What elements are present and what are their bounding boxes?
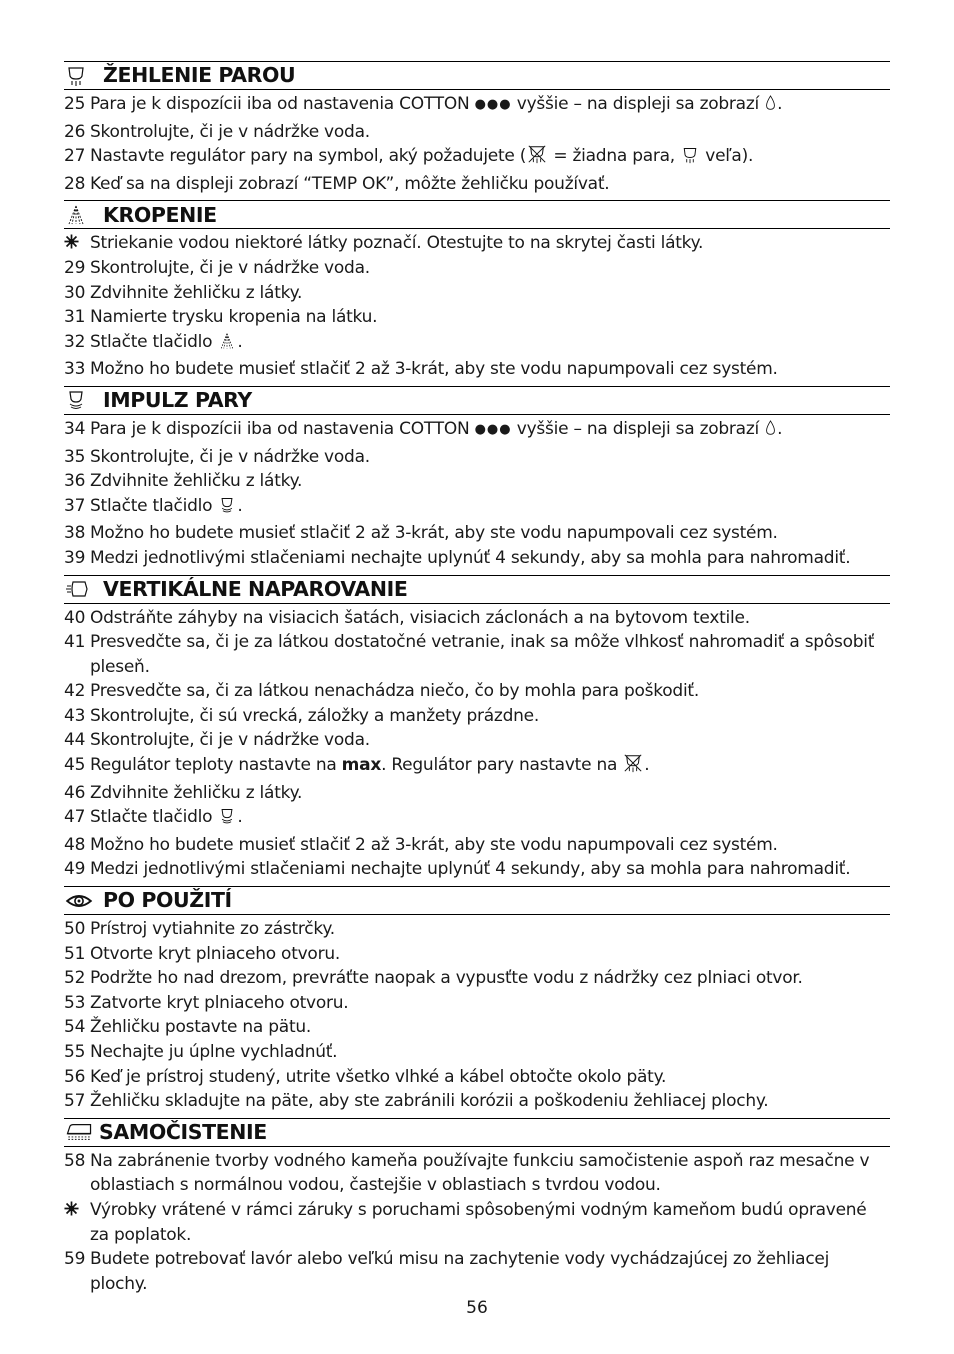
warning-sun-icon bbox=[64, 231, 90, 256]
list-item bbox=[64, 1149, 890, 1198]
list-item bbox=[64, 281, 890, 306]
item-number: 33 bbox=[64, 359, 86, 380]
list-item bbox=[64, 630, 890, 679]
item-text: Skontrolujte, či sú vrecká, záložky a manžety prázdne. bbox=[90, 705, 540, 726]
section-title: KROPENIE bbox=[103, 202, 217, 227]
steam-shot-button-icon bbox=[218, 496, 236, 522]
list-item bbox=[64, 704, 890, 729]
section-header bbox=[64, 1118, 890, 1147]
vertical-steam-icon bbox=[64, 578, 93, 600]
item-number: 49 bbox=[64, 859, 86, 880]
eye-icon bbox=[64, 890, 93, 912]
item-number: 48 bbox=[64, 834, 86, 855]
item-number: 25 bbox=[64, 94, 86, 114]
list-item bbox=[64, 991, 890, 1016]
section-spray bbox=[64, 200, 890, 382]
list-item bbox=[64, 469, 890, 494]
section-vertical-steam bbox=[64, 575, 890, 883]
list-item bbox=[64, 92, 890, 120]
item-text: Zatvorte kryt plniaceho otvoru. bbox=[90, 992, 349, 1013]
item-number: 38 bbox=[64, 523, 86, 544]
item-text: Nechajte ju úplne vychladnúť. bbox=[90, 1042, 338, 1062]
item-number: 28 bbox=[64, 173, 86, 194]
item-number: 29 bbox=[64, 257, 86, 278]
item-number: 52 bbox=[64, 968, 86, 989]
item-number: 46 bbox=[64, 782, 86, 803]
item-text: Skontrolujte, či je v nádržke voda. bbox=[90, 257, 370, 278]
item-number: 51 bbox=[64, 943, 86, 964]
steam-shot-icon bbox=[64, 389, 93, 411]
list-item bbox=[64, 1089, 890, 1114]
list-item bbox=[64, 1040, 890, 1065]
list-item bbox=[64, 172, 890, 197]
item-text: Nastavte regulátor pary na symbol, aký požadujete ( = žiadna para, veľa). bbox=[90, 144, 890, 172]
item-number: 31 bbox=[64, 307, 86, 328]
item-number: 47 bbox=[64, 807, 86, 828]
item-number: 34 bbox=[64, 418, 86, 439]
list-item bbox=[64, 857, 890, 882]
item-text: Zdvihnite žehličku z látky. bbox=[90, 471, 303, 492]
section-steam-shot bbox=[64, 386, 890, 571]
list-item bbox=[64, 305, 890, 330]
item-text: Žehličku postavte na pätu. bbox=[90, 1017, 312, 1038]
list-item bbox=[64, 805, 890, 833]
no-steam-icon bbox=[623, 753, 643, 781]
item-number: 55 bbox=[64, 1042, 86, 1062]
item-text: Skontrolujte, či je v nádržke voda. bbox=[90, 730, 370, 751]
list-item bbox=[64, 417, 890, 445]
list-item bbox=[64, 1247, 890, 1296]
item-text: Budete potrebovať lavór alebo veľkú misu na zachytenie vody vychádzajúcej zo žehliacej plochy. bbox=[90, 1249, 830, 1294]
item-text: Na zabránenie tvorby vodného kameňa používajte funkciu samočistenie aspoň raz mesačne v oblastiach s normálnou vodou, častejšie v oblastiach s tvrdou vodou. bbox=[90, 1150, 870, 1196]
item-text: Prístroj vytiahnite zo zástrčky. bbox=[90, 919, 335, 940]
item-text: Para je k dispozícii iba od nastavenia COTTON ●●● vyššie – na displeji sa zobrazí . bbox=[90, 92, 890, 120]
self-clean-icon bbox=[64, 1121, 93, 1143]
item-number: 36 bbox=[64, 471, 86, 492]
section-steam-ironing bbox=[64, 61, 890, 196]
item-text: Regulátor teploty nastavte na max. Regulátor pary nastavte na . bbox=[90, 753, 890, 781]
section-title: ŽEHLENIE PAROU bbox=[103, 63, 296, 88]
section-title: SAMOČISTENIE bbox=[99, 1120, 267, 1145]
section-title: PO POUŽITÍ bbox=[103, 888, 232, 913]
steam-iron-icon bbox=[64, 65, 93, 87]
no-steam-icon bbox=[527, 144, 547, 172]
section-after-use bbox=[64, 886, 890, 1114]
item-number: 50 bbox=[64, 919, 86, 940]
list-item bbox=[64, 1015, 890, 1040]
section-title: VERTIKÁLNE NAPAROVANIE bbox=[103, 576, 408, 601]
list-item bbox=[64, 546, 890, 571]
item-text: Stlačte tlačidlo . bbox=[90, 494, 890, 522]
spray-icon bbox=[64, 204, 93, 226]
item-text: Para je k dispozícii iba od nastavenia COTTON ●●● vyššie – na displeji sa zobrazí . bbox=[90, 417, 890, 445]
list-item bbox=[64, 942, 890, 967]
list-item bbox=[64, 966, 890, 991]
document-page bbox=[64, 61, 890, 1300]
list-item bbox=[64, 231, 890, 256]
section-header bbox=[64, 61, 890, 90]
list-item bbox=[64, 1198, 890, 1247]
item-number: 44 bbox=[64, 730, 86, 751]
list-item bbox=[64, 330, 890, 358]
item-text: Možno ho budete musieť stlačiť 2 až 3-krát, aby ste vodu napumpovali cez systém. bbox=[90, 834, 778, 855]
list-item bbox=[64, 521, 890, 546]
item-number: 58 bbox=[64, 1150, 86, 1171]
item-number: 43 bbox=[64, 705, 86, 726]
item-text: Možno ho budete musieť stlačiť 2 až 3-krát, aby ste vodu napumpovali cez systém. bbox=[90, 523, 778, 544]
section-header bbox=[64, 575, 890, 604]
steam-drop-icon bbox=[765, 94, 776, 120]
steam-drop-icon bbox=[765, 419, 776, 445]
list-item bbox=[64, 917, 890, 942]
item-text: Podržte ho nad drezom, prevráťte naopak a vypusťte vodu z nádržky cez plniaci otvor. bbox=[90, 968, 803, 989]
list-item bbox=[64, 728, 890, 753]
list-item bbox=[64, 445, 890, 470]
spray-button-icon bbox=[218, 332, 236, 358]
item-number: 30 bbox=[64, 282, 86, 303]
list-item bbox=[64, 1065, 890, 1090]
item-number: 45 bbox=[64, 755, 86, 776]
list-item bbox=[64, 357, 890, 382]
item-number: 57 bbox=[64, 1091, 86, 1112]
max-steam-icon bbox=[681, 146, 699, 172]
item-number: 42 bbox=[64, 681, 86, 702]
list-item bbox=[64, 494, 890, 522]
item-text: Otvorte kryt plniaceho otvoru. bbox=[90, 943, 340, 964]
item-text: Zdvihnite žehličku z látky. bbox=[90, 282, 303, 303]
item-text: Presvedčte sa, či je za látkou dostatočné vetranie, inak sa môže vlhkosť nahromadiť a spôsobiť pleseň. bbox=[90, 632, 875, 677]
list-item bbox=[64, 606, 890, 631]
item-number: 32 bbox=[64, 331, 86, 352]
list-item bbox=[64, 144, 890, 172]
item-number: 26 bbox=[64, 121, 86, 142]
page-number: 56 bbox=[466, 1298, 488, 1318]
item-number: 41 bbox=[64, 632, 86, 653]
item-text: Zdvihnite žehličku z látky. bbox=[90, 782, 303, 803]
item-text: Keď sa na displeji zobrazí “TEMP OK”, môžte žehličku používať. bbox=[90, 173, 610, 194]
item-number: 56 bbox=[64, 1066, 86, 1087]
item-text: Skontrolujte, či je v nádržke voda. bbox=[90, 121, 370, 142]
item-number: 39 bbox=[64, 547, 86, 568]
item-text: Namierte trysku kropenia na látku. bbox=[90, 307, 378, 328]
item-number: 40 bbox=[64, 607, 86, 628]
list-item bbox=[64, 753, 890, 781]
list-item bbox=[64, 120, 890, 145]
item-text: Skontrolujte, či je v nádržke voda. bbox=[90, 446, 370, 467]
item-number: 37 bbox=[64, 495, 86, 516]
section-header bbox=[64, 386, 890, 415]
list-item bbox=[64, 781, 890, 806]
item-text: Striekanie vodou niektoré látky poznačí. Otestujte to na skrytej časti látky. bbox=[90, 233, 704, 254]
item-number: 35 bbox=[64, 446, 86, 467]
item-number: 54 bbox=[64, 1017, 86, 1038]
item-text: Žehličku skladujte na päte, aby ste zabránili korózii a poškodeniu žehliacej plochy. bbox=[90, 1091, 769, 1112]
section-title: IMPULZ PARY bbox=[103, 388, 252, 413]
item-text: Výrobky vrátené v rámci záruky s poruchami spôsobenými vodným kameňom budú opravené za poplatok. bbox=[90, 1199, 867, 1245]
item-number: 53 bbox=[64, 992, 86, 1013]
list-item bbox=[64, 256, 890, 281]
item-text: Medzi jednotlivými stlačeniami nechajte uplynúť 4 sekundy, aby sa mohla para nahromadiť. bbox=[90, 859, 851, 880]
warning-sun-icon bbox=[64, 1198, 90, 1247]
item-text: Keď je prístroj studený, utrite všetko vlhké a kábel obtočte okolo päty. bbox=[90, 1066, 667, 1087]
item-number: 27 bbox=[64, 146, 86, 167]
item-text: Medzi jednotlivými stlačeniami nechajte uplynúť 4 sekundy, aby sa mohla para nahromadiť. bbox=[90, 547, 851, 568]
item-text: Stlačte tlačidlo . bbox=[90, 805, 890, 833]
section-self-clean bbox=[64, 1118, 890, 1297]
steam-shot-button-icon bbox=[218, 807, 236, 833]
dots-symbol: ●●● bbox=[474, 421, 512, 437]
list-item bbox=[64, 679, 890, 704]
dots-symbol: ●●● bbox=[474, 97, 512, 112]
section-header bbox=[64, 200, 890, 229]
item-text: Možno ho budete musieť stlačiť 2 až 3-krát, aby ste vodu napumpovali cez systém. bbox=[90, 359, 778, 380]
item-text: Presvedčte sa, či za látkou nenachádza niečo, čo by mohla para poškodiť. bbox=[90, 681, 699, 702]
section-header bbox=[64, 886, 890, 915]
item-text: Stlačte tlačidlo . bbox=[90, 330, 890, 358]
item-text: Odstráňte záhyby na visiacich šatách, visiacich záclonách a na bytovom textile. bbox=[90, 607, 750, 628]
item-number: 59 bbox=[64, 1249, 86, 1270]
list-item bbox=[64, 833, 890, 858]
